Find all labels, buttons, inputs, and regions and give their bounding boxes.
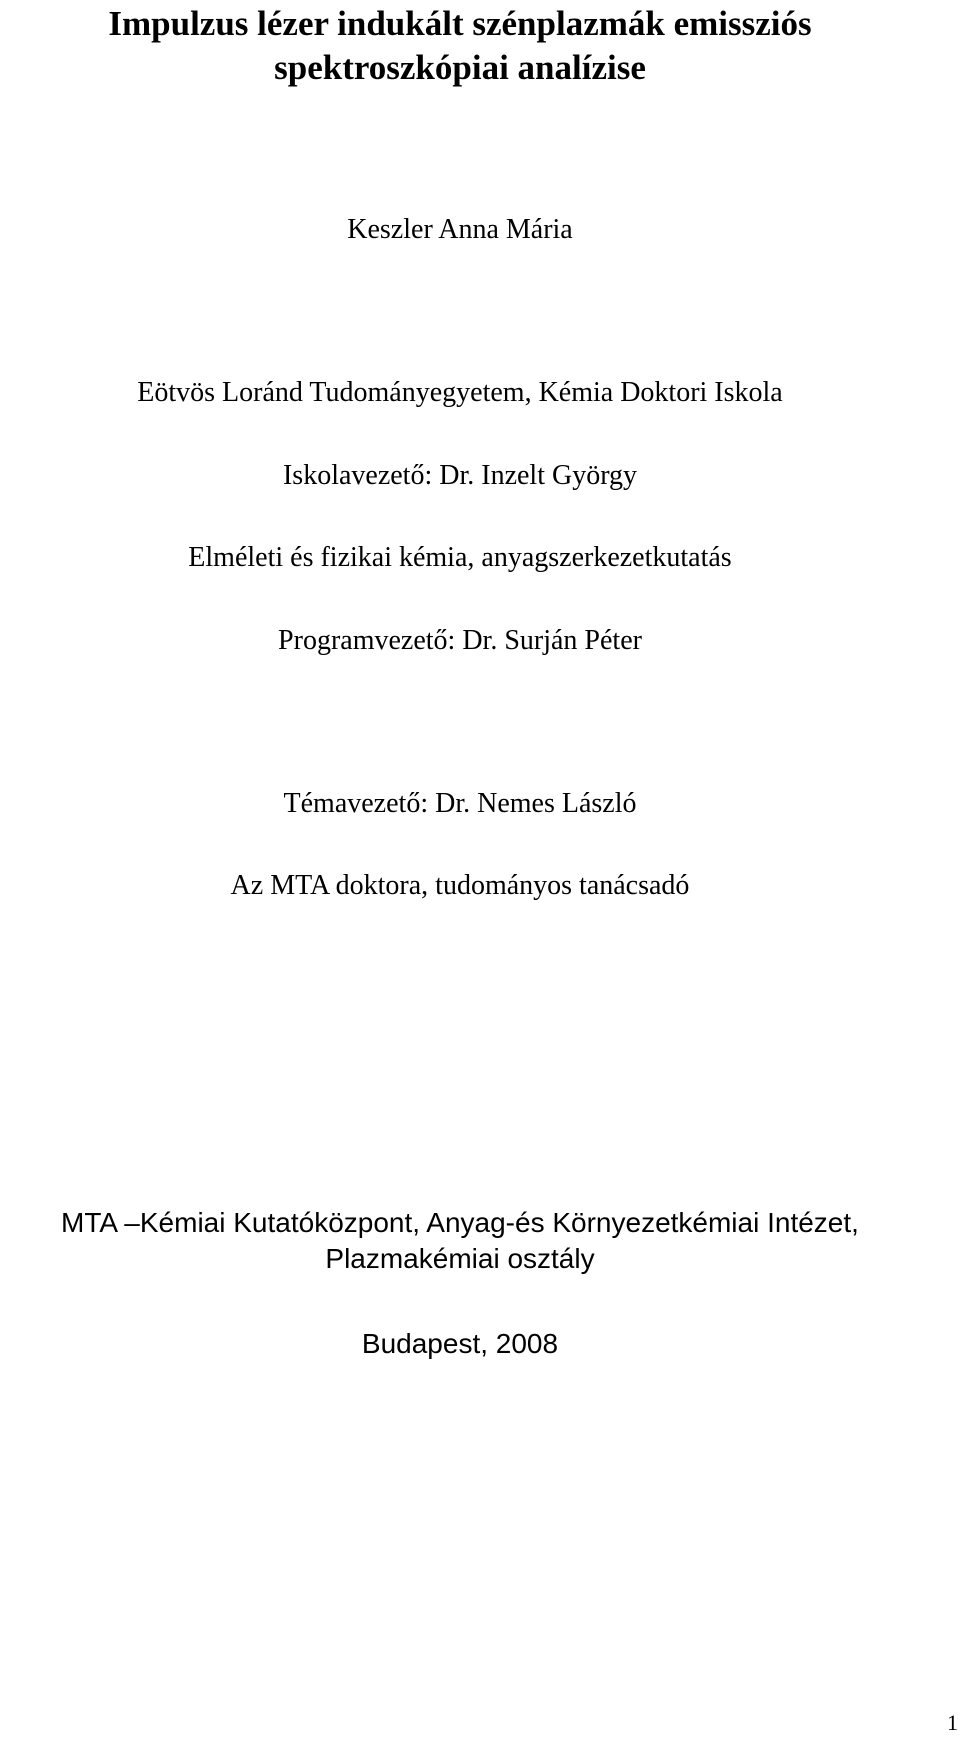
- program-head-line: Programvezető: Dr. Surján Péter: [278, 625, 642, 656]
- supervisor-line: Témavezető: Dr. Nemes László: [283, 788, 637, 819]
- author-name: Keszler Anna Mária: [347, 214, 573, 245]
- institute-line-2: Plazmakémiai osztály: [325, 1243, 595, 1274]
- thesis-title: [0, 2, 920, 90]
- institute-block: [0, 1205, 920, 1277]
- program-line: Elméleti és fizikai kémia, anyagszerkezetkutatás: [188, 542, 732, 573]
- title-line-2: spektroszkópiai analízise: [274, 48, 646, 87]
- place-date: Budapest, 2008: [361, 1328, 559, 1359]
- university-line: Eötvös Loránd Tudományegyetem, Kémia Doktori Iskola: [137, 377, 783, 408]
- supervisor-title-line: Az MTA doktora, tudományos tanácsadó: [230, 870, 690, 901]
- school-head-line: Iskolavezető: Dr. Inzelt György: [282, 460, 638, 491]
- page-number: 1: [947, 1710, 958, 1735]
- title-line-1: Impulzus lézer indukált szénplazmák emissziós: [108, 4, 812, 43]
- institute-line-1: MTA –Kémiai Kutatóközpont, Anyag-és Környezetkémiai Intézet,: [61, 1207, 859, 1238]
